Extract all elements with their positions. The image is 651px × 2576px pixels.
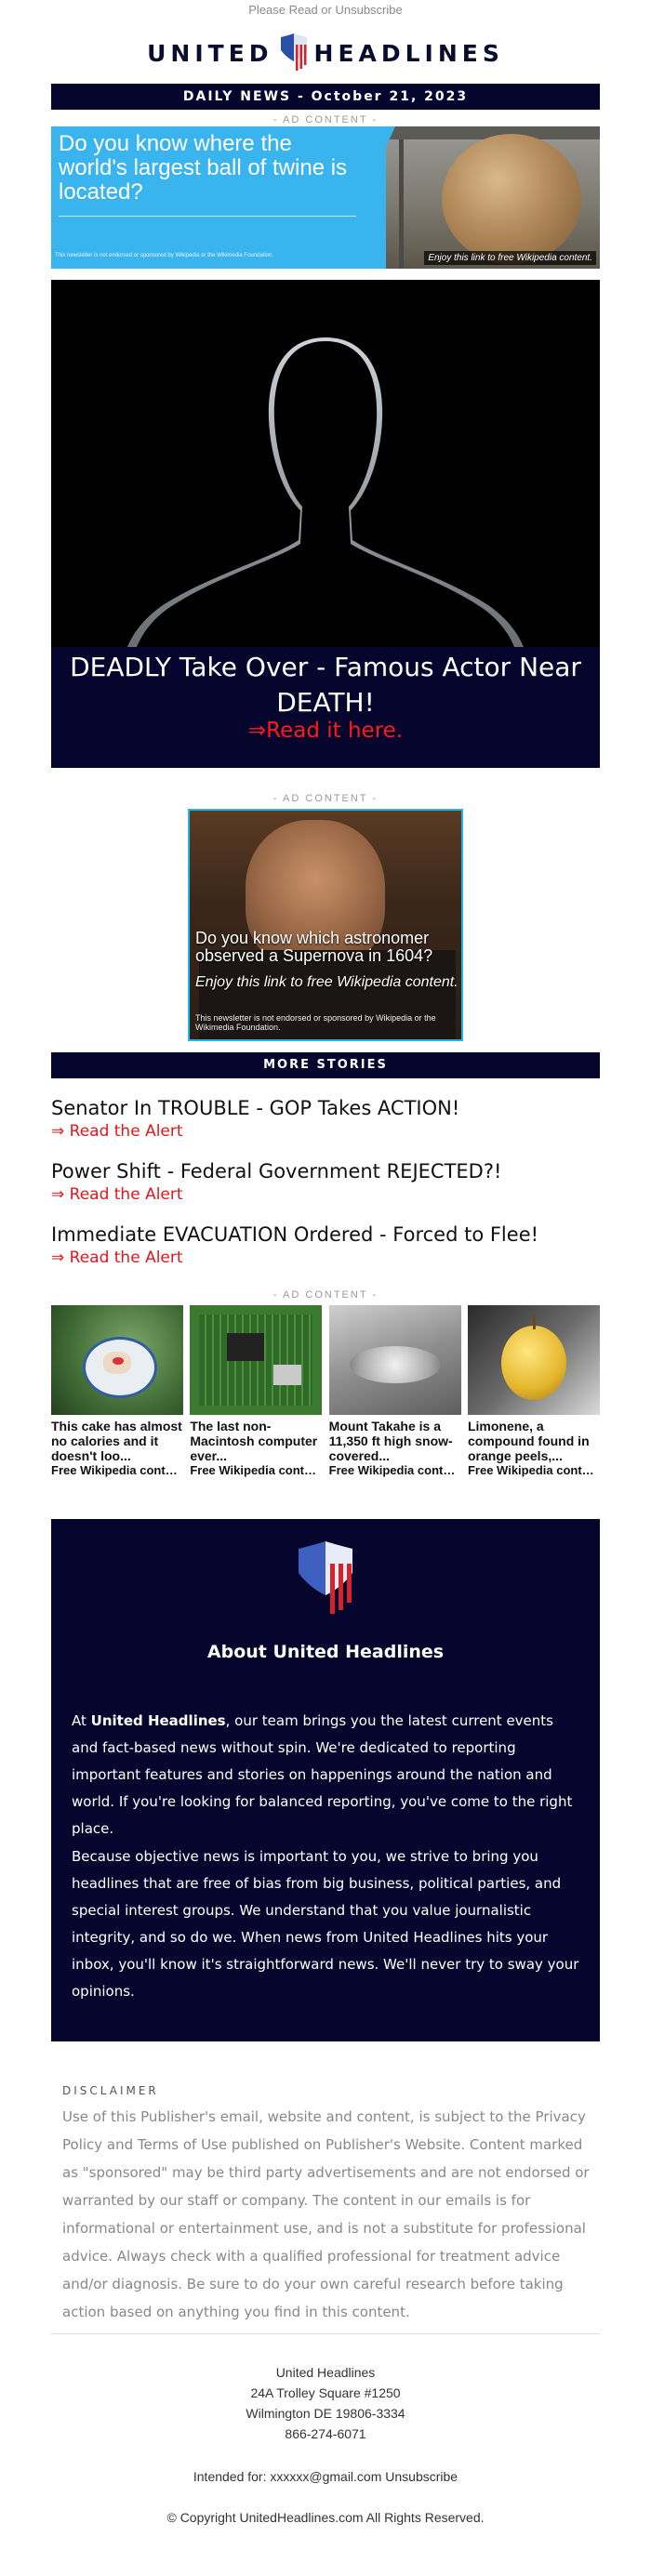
story-title[interactable]: Senator In TROUBLE - GOP Takes ACTION!: [51, 1097, 460, 1119]
story-read-link[interactable]: ⇒ Read the Alert: [51, 1248, 183, 1267]
footer-address-line: 24A Trolley Square #1250: [250, 2385, 401, 2400]
logo-word-headlines: HEADLINES: [313, 39, 504, 67]
wiki-card[interactable]: [329, 1305, 461, 1478]
footer-address-line: Wilmington DE 19806-3334: [246, 2406, 405, 2421]
ad-disclaimer: This newsletter is not endorsed or sponsored by Wikipedia or the Wikimedia Foundation.: [55, 253, 274, 258]
footer-company: United Headlines: [275, 2365, 376, 2380]
wiki-card[interactable]: [468, 1305, 600, 1478]
more-stories-bar: MORE STORIES: [51, 1052, 600, 1078]
shield-logo-icon: [297, 1541, 354, 1616]
about-paragraph: At United Headlines, our team brings you the latest current events and fact-based news without spin. We're dedicated to reporting important features and stories on happenings around the nation and world. If you're looking for balanced reporting, you've come to the right place.: [72, 1712, 573, 1837]
ad-banner-astronomer[interactable]: [188, 809, 463, 1041]
footer-intended: Intended for: xxxxxx@gmail.com Unsubscribe: [193, 2469, 458, 2484]
ad-label: - AD CONTENT -: [272, 1289, 379, 1301]
unsubscribe-link[interactable]: Unsubscribe: [385, 2469, 458, 2484]
computer-board-thumbnail: [190, 1305, 322, 1415]
about-brand: United Headlines: [90, 1712, 226, 1729]
hero-story[interactable]: [51, 280, 600, 768]
story-item[interactable]: [51, 1095, 600, 1142]
more-stories-list: [51, 1095, 600, 1268]
wiki-card-caption[interactable]: The last non-Macintosh computer ever...: [190, 1419, 318, 1463]
disclaimer-body: Use of this Publisher's email, website and content, is subject to the Privacy Policy and Terms of Use published on Publisher's Website. Content marked as "sponsored" may be third party advertisements and are not endorsed or warranted by our staff or company. The content in our emails is for informational or entertainment use, and is not a substitute for professional advice. Always check with a qualified professional for treatment advice and/or diagnosis. Be sure to do your own careful research before taking action based on anything you find in this content.: [62, 2108, 590, 2320]
ad-enjoy-label: Enjoy this link to free Wikipedia content.: [424, 251, 596, 265]
twine-ball-photo: [386, 126, 600, 269]
ad-label: - AD CONTENT -: [272, 114, 379, 125]
footer: [51, 2362, 600, 2528]
ad-banner-twine[interactable]: [51, 126, 600, 269]
wiki-card-source: Free Wikipedia content: [190, 1463, 323, 1477]
wiki-card-source: Free Wikipedia content: [467, 1463, 600, 1477]
about-title: About United Headlines: [206, 1642, 445, 1662]
wiki-card-caption[interactable]: Mount Takahe is a 11,350 ft high snow-covered...: [328, 1419, 453, 1463]
ad-enjoy-label: Enjoy this link to free Wikipedia content.: [195, 974, 458, 990]
story-title[interactable]: Immediate EVACUATION Ordered - Forced to Flee!: [51, 1223, 539, 1246]
wiki-card-caption[interactable]: This cake has almost no calories and it doesn't loo...: [51, 1419, 182, 1463]
shield-logo-icon: [279, 33, 309, 73]
cake-thumbnail: [51, 1305, 183, 1415]
logo[interactable]: [51, 26, 600, 80]
hero-silhouette-image: [51, 280, 600, 647]
divider: [51, 2333, 600, 2334]
about-section: [51, 1519, 600, 2041]
ad-label: - AD CONTENT -: [272, 793, 379, 804]
footer-phone: 866-274-6071: [285, 2426, 366, 2441]
wiki-card[interactable]: [51, 1305, 183, 1478]
preheader-link[interactable]: Please Read or Unsubscribe: [248, 3, 403, 17]
hero-headline[interactable]: DEADLY Take Over - Famous Actor Near DEATH!: [70, 652, 581, 718]
email-container: [51, 0, 600, 2528]
date-bar: DAILY NEWS - October 21, 2023: [51, 84, 600, 110]
footer-copyright: © Copyright UnitedHeadlines.com All Rights Reserved.: [166, 2510, 485, 2525]
ad-question: Do you know which astronomer observed a Supernova in 1604?: [195, 929, 433, 965]
logo-word-united: UNITED: [147, 39, 273, 67]
wiki-card-source: Free Wikipedia content: [328, 1463, 461, 1477]
wiki-card-caption[interactable]: Limonene, a compound found in orange peels,...: [467, 1419, 590, 1463]
about-paragraph: Because objective news is important to you, we strive to bring you headlines that are free of bias from big business, political parties, and special interest groups. We understand that you value journalistic integrity, and so do we. When news from United Headlines hits your inbox, you'll know it's straightforward news. We'll never try to sway your opinions.: [72, 1848, 579, 2000]
preheader: [51, 0, 600, 26]
ad-disclaimer: This newsletter is not endorsed or sponsored by Wikipedia or the Wikimedia Foundation.: [195, 1013, 436, 1032]
mountain-thumbnail: [329, 1305, 461, 1415]
disclaimer: [51, 2084, 600, 2326]
story-item[interactable]: [51, 1158, 600, 1205]
wiki-card[interactable]: [190, 1305, 322, 1478]
wiki-card-grid: [51, 1305, 600, 1478]
story-title[interactable]: Power Shift - Federal Government REJECTED?!: [51, 1160, 502, 1182]
lemon-thumbnail: [468, 1305, 600, 1415]
story-read-link[interactable]: ⇒ Read the Alert: [51, 1122, 183, 1141]
wiki-card-source: Free Wikipedia content: [51, 1463, 183, 1477]
story-item[interactable]: [51, 1222, 600, 1268]
disclaimer-heading: DISCLAIMER: [62, 2084, 159, 2097]
story-read-link[interactable]: ⇒ Read the Alert: [51, 1185, 183, 1204]
hero-read-link[interactable]: ⇒Read it here.: [247, 719, 404, 743]
ad-question: Do you know where the world's largest ball of twine is located?: [59, 131, 348, 205]
